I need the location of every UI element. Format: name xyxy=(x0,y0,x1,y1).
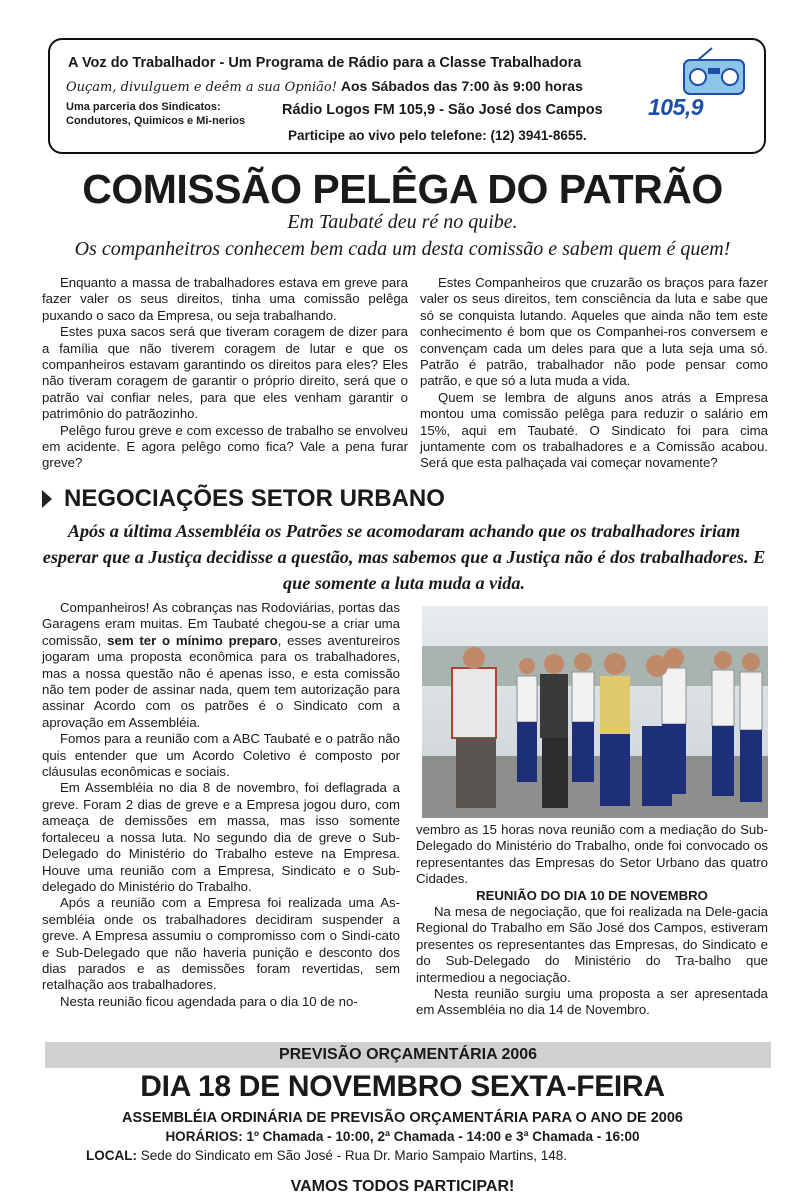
article1-column-left xyxy=(42,275,408,472)
radio-frequency: 105,9 xyxy=(648,94,704,120)
assembly-photo xyxy=(422,606,768,818)
radio-station: Rádio Logos FM 105,9 - São José dos Campos xyxy=(282,102,603,118)
hours-value: 1º Chamada - 10:00, 2ª Chamada - 14:00 e 3ª Chamada - 16:00 xyxy=(246,1129,640,1144)
radio-program-box xyxy=(48,38,766,154)
article2-column-left xyxy=(42,600,400,1010)
article1-column-right xyxy=(420,275,768,472)
paragraph: Nesta reunião ficou agendada para o dia 10 de no- xyxy=(60,993,358,1009)
notice-banner: PREVISÃO ORÇAMENTÁRIA 2006 xyxy=(45,1042,771,1068)
notice-hours xyxy=(0,1129,805,1144)
location-value: Sede do Sindicato em São José - Rua Dr. Mario Sampaio Martins, 148. xyxy=(140,1148,567,1163)
section-heading xyxy=(42,485,445,513)
notice-date: DIA 18 DE NOVEMBRO SEXTA-FEIRA xyxy=(140,1070,665,1103)
program-slogan: Ouçam, divulguem e deêm a sua Opnião! xyxy=(66,80,337,95)
notice-assembly: ASSEMBLÉIA ORDINÁRIA DE PREVISÃO ORÇAMENTÁRIA PARA O ANO DE 2006 xyxy=(122,1110,683,1126)
partnership-note: Uma parceria dos Sindicatos: Condutores, Quimicos e Mi-nerios xyxy=(66,101,246,127)
paragraph: vembro as 15 horas nova reunião com a mediação do Sub-Delegado do Ministério do Trabalho, onde foi convocado os representantes das Empresas do Setor Urbano das quatro Cidades. xyxy=(416,822,768,887)
article2-column-right xyxy=(416,822,768,1019)
program-hours: Aos Sábados das 7:00 às 9:00 horas xyxy=(340,78,583,94)
paragraph: Estes puxa sacos será que tiveram coragem de dizer para a família que não tiverem coragem de lutar e que os companheiros estavam garantindo os direitos para eles? Eles não tiveram coragem de garantir o próprio direito, será que o patrão vai confiar neles, para que eles venham garantir o patrimônio do patrãozinho. xyxy=(42,324,408,422)
subtitle-1: Em Taubaté deu ré no quibe. xyxy=(287,211,518,233)
radio-phone: Participe ao vivo pelo telefone: (12) 3941-8655. xyxy=(288,128,587,143)
paragraph: Em Assembléia no dia 8 de novembro, foi deflagrada a greve. Foram 2 dias de greve e a Empresa jogou duro, com ameaça de demissões em massa, mas isso somente fortaleceu a nossa luta. No segundo dia de greve o Sub-Delegado do Ministério do Trabalho esteve na Empresa. Houve uma reunião com a Empresa, Sindicato e o Sub-delegado do Ministério do Trabalho. xyxy=(42,780,400,894)
page-title: COMISSÃO PELÊGA DO PATRÃO xyxy=(82,166,723,212)
paragraph: Nesta reunião surgiu uma proposta a ser apresentada em Assembléia no dia 14 de Novembro. xyxy=(416,986,768,1018)
paragraph: Enquanto a massa de trabalhadores estava em greve para fazer valer os seus direitos, tinha uma comissão pelêga puxando o saco da Empresa, ou seja trabalhando. xyxy=(42,275,408,323)
arrow-right-icon xyxy=(42,490,52,508)
paragraph: Fomos para a reunião com a ABC Taubaté e o patrão não quis entender que um Acordo Coletivo é composto por cláusulas econômicas e sociais. xyxy=(42,731,400,780)
paragraph: Estes Companheiros que cruzarão os braços para fazer valer os seus direitos, tem consciência da luta e sabe que só se conquista lutando. Aqueles que ainda não tem este conhecimento é bom que os Companhei-ros conversem e convençam cada um deles para que a luta seja uma só. Patrão é patrão, trabalhador não pode pensar como patrão, e que só a luta muda a vida. xyxy=(420,275,768,389)
section-heading-text: NEGOCIAÇÕES SETOR URBANO xyxy=(64,485,445,512)
paragraph: Após a reunião com a Empresa foi realizada uma As-sembléia onde os trabalhadores decidiram suspender a greve. A Empresa assumiu o compromisso com o Sindi-cato e Sub-Delegado que não haveria punição e desconto dos dias parados e as demissões foram revertidas, sem retalhação aos trabalhadores. xyxy=(42,895,400,993)
emphasis: sem ter o mínimo preparo xyxy=(107,632,278,648)
paragraph: Quem se lembra de alguns anos atrás a Empresa montou uma comissão pelêga para reduzir o salário em 15%, aqui em Taubaté. O Sindicato foi para cima juntamente com os trabalhadores e a Comissão acabou. Será que esta palhaçada vai começar novamente? xyxy=(420,389,768,471)
section-lead: Após a última Assembléia os Patrões se acomodaram achando que os trabalhadores iriam esperar que a Justiça decidisse a questão, mas sabemos que a Justiça não é dos trabalhadores. E que somente a luta muda a vida. xyxy=(42,521,766,593)
program-schedule xyxy=(66,78,583,95)
program-title: A Voz do Trabalhador - Um Programa de Rádio para a Classe Trabalhadora xyxy=(68,55,582,71)
closing-call: VAMOS TODOS PARTICIPAR! xyxy=(290,1178,515,1195)
paragraph: Na mesa de negociação, que foi realizada na Dele-gacia Regional do Trabalho em São José dos Campos, estiveram presentes os representantes das Empresas, do Sindicato e do Sub-Delegado do Ministério do Tra-balho que intermediou a negociação. xyxy=(416,904,768,985)
meeting-heading: REUNIÃO DO DIA 10 DE NOVEMBRO xyxy=(476,887,708,903)
subtitle-2: Os companheitros conhecem bem cada um desta comissão e sabem quem é quem! xyxy=(74,238,731,260)
hours-label: HORÁRIOS: xyxy=(165,1129,243,1144)
location-label: LOCAL: xyxy=(86,1148,137,1163)
paragraph: Companheiros! As cobranças nas Rodoviárias, portas das Garagens eram muitas. Em Taubaté chegou-se a criar uma comissão, sem ter o mínimo preparo, esses aventureiros jogaram uma proposta econômica para os trabalhadores, mas a nossa questão não é apenas isso, e esta comissão não tem poder de assinar nada, quem tem autorização para assinar Acordo com os patrões é o Sindicato com a aprovação em Assembléia. xyxy=(42,600,401,730)
notice-location xyxy=(86,1148,567,1163)
paragraph: Pelêgo furou greve e com excesso de trabalho se envolveu em acidente. E agora pelêgo como fica? Vale a pena furar greve? xyxy=(42,422,408,471)
